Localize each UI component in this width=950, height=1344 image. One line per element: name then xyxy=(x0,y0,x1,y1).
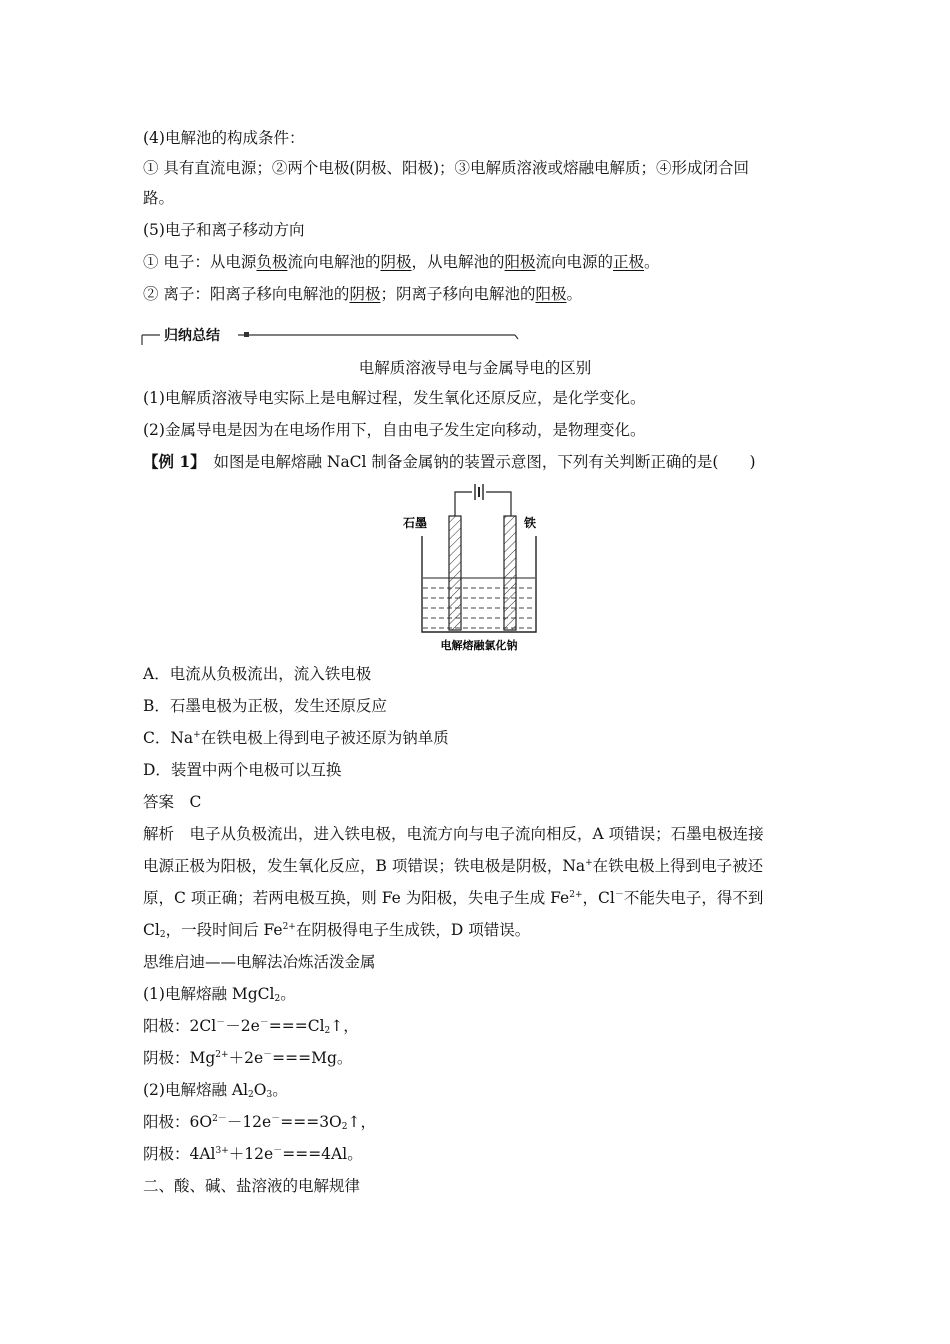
analysis-line-2: 电源正极为阳极，发生氧化反应，B 项错误；铁电极是阴极，Na+在铁电极上得到电子被还 xyxy=(143,857,764,875)
wire-left xyxy=(455,492,472,516)
mgcl2-cathode: 阴极：$Mg^{2+}+2e^-===Mg$。 xyxy=(143,1049,353,1067)
option-d: D．装置中两个电极可以互换 xyxy=(143,761,342,779)
section4-title: (4)电解池的构成条件： xyxy=(143,129,305,147)
mgcl2-anode: 阳极：$2Cl^--2e^-===Cl_2↑$， xyxy=(143,1017,359,1036)
ion-direction: ② 离子：阳离子移向电解池的阴极；阴离子移向电解池的阳极。 xyxy=(143,285,582,303)
thinking-title: 思维启迪——电解法冶炼活泼金属 xyxy=(143,953,376,971)
diagram-caption: 电解熔融氯化钠 xyxy=(440,639,518,652)
electrolysis-diagram xyxy=(400,478,550,653)
electron-direction: ① 电子：从电源负极流向电解池的阴极，从电解池的阳极流向电源的正极。 xyxy=(143,253,660,271)
summary-point-2: (2)金属导电是因为在电场作用下，自由电子发生定向移动，是物理变化。 xyxy=(143,421,646,439)
iron-label: 铁 xyxy=(524,516,537,530)
al2o3-anode: 阳极：$6O^{2-}-12e^-===3O_2↑$， xyxy=(143,1113,376,1132)
analysis-line-4: $Cl_2$，一段时间后 $Fe^{2+}$在阴极得电子生成铁，D 项错误。 xyxy=(143,921,531,940)
graphite-label: 石墨 xyxy=(403,516,428,530)
al2o3-cathode: 阴极：$4Al^{3+}+12e^-===4Al$。 xyxy=(143,1145,363,1163)
battery-icon xyxy=(475,484,483,500)
answer: 答案 C xyxy=(143,793,202,811)
section4-line2: 路。 xyxy=(143,189,175,207)
option-a: A．电流从负极流出，流入铁电极 xyxy=(143,665,372,683)
option-b: B．石墨电极为正极，发生还原反应 xyxy=(143,697,387,715)
analysis-line-1: 解析 电子从负极流出，进入铁电极，电流方向与电子流向相反，A 项错误；石墨电极连接 xyxy=(143,825,764,843)
analysis-line-3: 原，C 项正确；若两电极互换，则 Fe 为阳极，失电子生成 $Fe^{2+}$，Cl－不能失电子，得不到 xyxy=(143,889,764,907)
section5-title: (5)电子和离子移动方向 xyxy=(143,221,305,239)
al2o3-title: (2)电解熔融 $Al_2O_3$。 xyxy=(143,1081,288,1100)
wire-right xyxy=(486,492,511,516)
molten-liquid xyxy=(423,578,535,628)
graphite-electrode xyxy=(449,516,461,630)
iron-electrode xyxy=(504,516,516,630)
mgcl2-title: (1)电解熔融 MgCl$_2$。 xyxy=(143,985,296,1004)
example-question: 【例 1】 如图是电解熔融 NaCl 制备金属钠的装置示意图，下列有关判断正确的是( ) xyxy=(143,452,756,471)
section4-line1: ① 具有直流电源；②两个电极(阴极、阳极)；③电解质溶液或熔融电解质；④形成闭合回 xyxy=(143,159,750,177)
section-2-title: 二、酸、碱、盐溶液的电解规律 xyxy=(143,1177,361,1195)
summary-heading: 电解质溶液导电与金属导电的区别 xyxy=(358,359,592,377)
option-c: C．Na+在铁电极上得到电子被还原为钠单质 xyxy=(143,729,449,747)
summary-point-1: (1)电解质溶液导电实际上是电解过程，发生氧化还原反应，是化学变化。 xyxy=(143,389,646,407)
summary-label: 归纳总结 xyxy=(160,325,224,345)
